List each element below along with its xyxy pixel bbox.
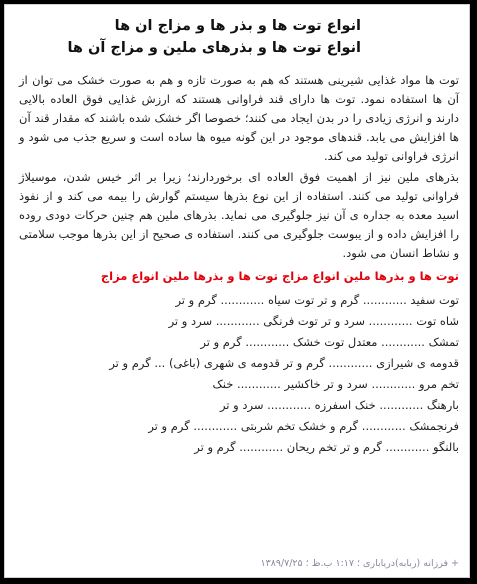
list-item: شاه توت ............ سرد و تر توت فرنگی ............ سرد و تر — [168, 314, 459, 328]
temperament-list — [19, 290, 459, 458]
post-frame — [4, 4, 470, 578]
post-title-2: انواع توت ها و بذرهای ملین و مزاج آن ها — [67, 40, 361, 56]
list-item: بارهنگ ............ خنک اسفرزه ............ سرد و تر — [219, 398, 459, 412]
post-footer[interactable]: + فرزانه (ربابه)دریاباری ؛ ۱:۱۷ ب.ظ ؛ ۱۳۸۹/۷/۲۵ — [260, 558, 459, 569]
list-item: تخم مرو ............ سرد و تر خاکشیر ............ خنک — [212, 377, 459, 391]
post-body — [19, 71, 459, 458]
list-item: فرنجمشک ............ گرم و خشک تخم شربتی ............ گرم و تر — [148, 419, 459, 433]
list-heading: توت ها و بذرها ملین انواع مزاج توت ها و بذرها ملین انواع مزاج — [100, 269, 459, 283]
list-item: قدومه ی شیرازی ............ گرم و تر قدومه ی شهری (باغی) ... گرم و تر — [109, 356, 459, 370]
list-item: تمشک ............ معتدل توت خشک ............ گرم و تر — [200, 335, 459, 349]
intro-paragraph: توت ها مواد غذایی شیرینی هستند که هم به صورت تازه و هم به صورت خشک می توان از آن ها استفاده نمود. توت ها دارای قند فراوانی هستند که ارزش غذایی فوق العاده بالایی دارند و انرژی زیادی را در بدن ایجاد می کنند؛ خصوصا اگر خشک شده باشند که مقدار قند آن ها افزایش می یابد. قندهای موجود در این گونه میوه ها ساده است و سریع جذب می شود و انرژی فراوانی تولید می کند. — [19, 73, 459, 163]
post-titles — [41, 15, 361, 59]
list-item: بالنگو ............ گرم و تر تخم ریحان ............ گرم و تر — [194, 440, 459, 454]
post-title-1: انواع توت ها و بذر ها و مزاج ان ها — [114, 18, 361, 34]
list-item: توت سفید ............ گرم و تر توت سیاه ............ گرم و تر — [175, 293, 459, 307]
seeds-paragraph: بذرهای ملین نیز از اهمیت فوق العاده ای برخوردارند؛ زیرا بر اثر خیس شدن، موسیلاژ فراوانی تولید می کنند. استفاده از این نوع بذرها سیستم گوارش را بیمه می کند و از نفوذ اسید معده به جداره ی آن نیز جلوگیری می نماید. بذرهای ملین هم چنین حرکات دودی روده را افزایش داده و از یبوست جلوگیری می کنند. استفاده ی صحیح از این بذرها موجب سلامتی و نشاط انسان می شود. — [19, 170, 459, 260]
